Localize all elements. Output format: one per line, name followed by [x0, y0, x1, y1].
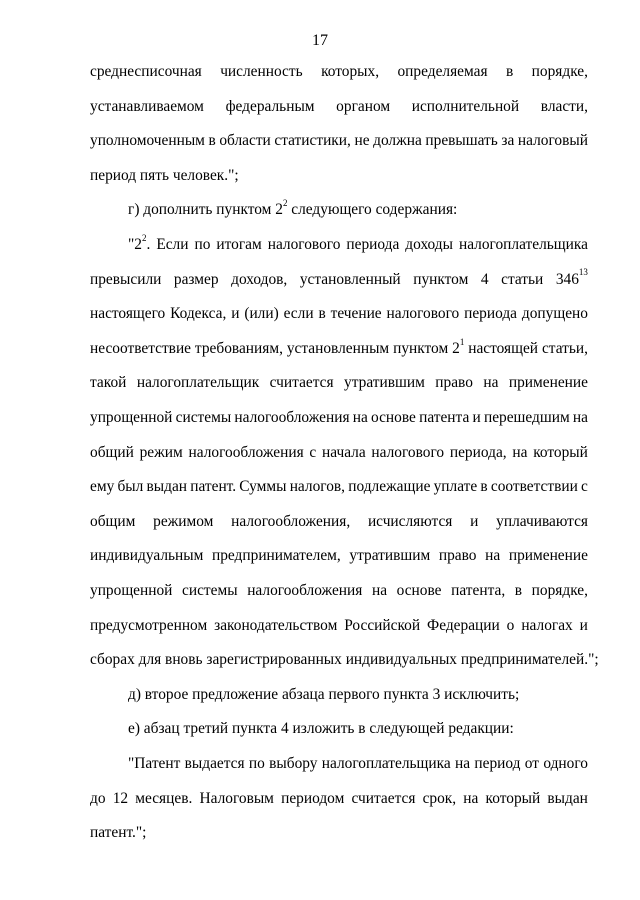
word: утратившим	[349, 547, 431, 565]
word: на	[572, 409, 588, 426]
word: до	[90, 789, 106, 807]
word: системы	[182, 582, 238, 599]
word: настоящего	[90, 305, 166, 323]
word: уплачиваются	[496, 512, 588, 530]
word: индивидуальным	[90, 547, 204, 565]
word: в	[208, 132, 216, 150]
word: соответствии	[490, 478, 578, 496]
text-line	[90, 131, 588, 151]
word: итогам	[216, 236, 262, 253]
word: несоответствие	[90, 339, 192, 357]
text-line	[90, 581, 588, 601]
word: устанавливаемом	[90, 97, 204, 115]
word: и	[579, 616, 588, 634]
word: общий	[90, 443, 134, 461]
text-line	[90, 477, 588, 497]
text-line	[90, 267, 588, 290]
text-line	[90, 789, 588, 809]
word: на	[512, 443, 528, 461]
word: течение	[330, 305, 382, 323]
word: превысили	[90, 270, 162, 288]
word: налогообложения	[234, 409, 350, 426]
text-line: е) абзац третий пункта 4 изложить в следующей редакции:	[128, 720, 514, 738]
word: налогах	[521, 616, 573, 634]
word: и	[470, 512, 479, 530]
word: "$2^2$.	[128, 232, 151, 253]
word: по	[248, 755, 265, 772]
word: о	[506, 616, 515, 634]
word: считается	[269, 374, 334, 392]
word: патента,	[451, 582, 506, 599]
text-line	[90, 304, 588, 324]
word: в	[318, 305, 326, 323]
word: пунктом	[413, 270, 469, 288]
word: за	[501, 132, 515, 150]
word: в	[480, 478, 488, 496]
text-line	[90, 373, 588, 393]
word: системы	[175, 409, 232, 426]
word: должна	[373, 132, 422, 150]
word: 4	[480, 270, 489, 288]
word: ему	[90, 478, 115, 496]
word: Кодекса,	[170, 305, 227, 323]
word: допущено	[521, 305, 588, 323]
text-line	[90, 62, 588, 82]
word: $346^{13}$	[555, 267, 588, 288]
word: перешедшим	[483, 409, 570, 426]
word: на	[371, 582, 388, 599]
word: с	[581, 478, 588, 496]
word: среднесписочная	[90, 63, 202, 80]
text-line: сборах для вновь зарегистрированных индивидуальных предпринимателей.";	[90, 651, 599, 669]
word: доходов,	[231, 270, 288, 288]
word: выдан	[547, 789, 588, 807]
word: начала	[322, 443, 366, 461]
word: патент.	[190, 478, 237, 496]
word: применение	[508, 374, 588, 392]
text-line	[90, 443, 588, 463]
word: налогоплательщик	[136, 374, 260, 392]
superscript: 2	[141, 232, 147, 243]
word: который	[485, 789, 541, 807]
word: Суммы	[239, 478, 287, 496]
text-line	[90, 336, 588, 359]
word: не	[354, 132, 370, 150]
word: на	[455, 755, 471, 772]
word: периода	[464, 305, 518, 323]
word: периодом	[281, 789, 345, 807]
word: Федерации	[427, 616, 500, 634]
word: право	[438, 547, 477, 565]
superscript: 2	[282, 198, 288, 209]
word: в	[514, 582, 523, 599]
word: с	[309, 443, 317, 461]
text-line: период пять человек.";	[90, 166, 239, 184]
word: предпринимателем,	[212, 547, 341, 565]
word: статистики,	[274, 132, 351, 150]
word: установленным	[286, 339, 390, 357]
word: применение	[508, 547, 588, 565]
word: превышать	[425, 132, 498, 150]
word: выдается	[184, 755, 245, 772]
word: от	[524, 755, 540, 772]
word: Налоговым	[199, 789, 274, 807]
word: налогоплательщика	[321, 755, 451, 772]
word: порядке,	[531, 63, 588, 80]
word: законодательством	[214, 616, 338, 634]
word: налогообложения,	[231, 512, 351, 530]
word: власти,	[540, 97, 588, 115]
word: размер	[173, 270, 219, 288]
word: "Патент	[128, 755, 181, 772]
word: если	[283, 305, 314, 323]
word: основе	[371, 409, 416, 426]
word: на	[463, 789, 479, 807]
word: налогов,	[289, 478, 346, 496]
word: период	[474, 755, 521, 772]
word: предусмотренном	[90, 616, 208, 634]
word: выдан	[146, 478, 188, 496]
word: определяемая	[397, 63, 488, 80]
word: установленный	[299, 270, 401, 288]
word: такой	[90, 374, 127, 392]
word: налоговый	[517, 132, 588, 150]
word: периода	[346, 236, 400, 253]
word: право	[435, 374, 473, 392]
word: периода,	[449, 443, 507, 461]
word: Российской	[344, 616, 421, 634]
word: режим	[139, 443, 183, 461]
word: налогового	[386, 305, 460, 323]
word: на	[483, 374, 499, 392]
word: пунктом	[393, 339, 449, 357]
word: одного	[543, 755, 588, 772]
superscript: 13	[578, 267, 588, 278]
text-line	[128, 754, 588, 774]
word: налогового	[371, 443, 445, 461]
word: исполнительной	[411, 97, 520, 115]
text-line: г) дополнить пунктом $2^2$ следующего содержания:	[128, 198, 458, 219]
word: по	[194, 236, 211, 253]
word: срок,	[422, 789, 457, 807]
text-line: д) второе предложение абзаца первого пункта 3 исключить;	[128, 685, 520, 703]
text-line	[90, 408, 588, 428]
word: общим	[90, 512, 136, 530]
text-line	[90, 512, 588, 532]
word: уполномоченным	[90, 132, 205, 150]
word: и	[472, 409, 481, 426]
word: считается	[351, 789, 416, 807]
word: статьи,	[541, 339, 588, 357]
word: налогообложения	[247, 582, 363, 599]
word: на	[352, 409, 368, 426]
word: статьи	[501, 270, 544, 288]
word: доходы	[405, 236, 453, 253]
text-line	[90, 97, 588, 117]
word: Если	[156, 236, 189, 253]
word: и	[231, 305, 240, 323]
word: который	[533, 443, 588, 461]
word: 12	[112, 789, 129, 807]
text-line: патент.";	[90, 824, 147, 842]
word: уплате	[433, 478, 478, 496]
word: был	[117, 478, 144, 496]
superscript: 1	[459, 336, 465, 347]
word: настоящей	[468, 339, 539, 357]
word: федеральным	[225, 97, 315, 115]
word: упрощенной	[90, 582, 173, 599]
word: порядке,	[531, 582, 588, 599]
word: $2^1$	[452, 336, 465, 357]
word: численность	[220, 63, 303, 80]
word: требованиям,	[194, 339, 283, 357]
word: налогообложения	[188, 443, 304, 461]
word: утратившим	[344, 374, 425, 392]
word: (или)	[244, 305, 279, 323]
word: органом	[336, 97, 391, 115]
text-line	[128, 232, 588, 255]
word: патента	[419, 409, 470, 426]
word: месяцев.	[135, 789, 193, 807]
word: выбору	[269, 755, 318, 772]
word: исчисляются	[367, 512, 453, 530]
word: в	[505, 63, 514, 80]
word: на	[485, 547, 501, 565]
page-number: 17	[312, 32, 328, 49]
word: основе	[396, 582, 442, 599]
word: области	[219, 132, 271, 150]
word: подлежащие	[348, 478, 431, 496]
word: налогоплательщика	[458, 236, 588, 253]
text-line	[90, 546, 588, 566]
text-line	[90, 616, 588, 636]
word: режимом	[153, 512, 214, 530]
word: налогового	[267, 236, 341, 253]
word: которых,	[321, 63, 380, 80]
word: упрощенной	[90, 409, 173, 426]
